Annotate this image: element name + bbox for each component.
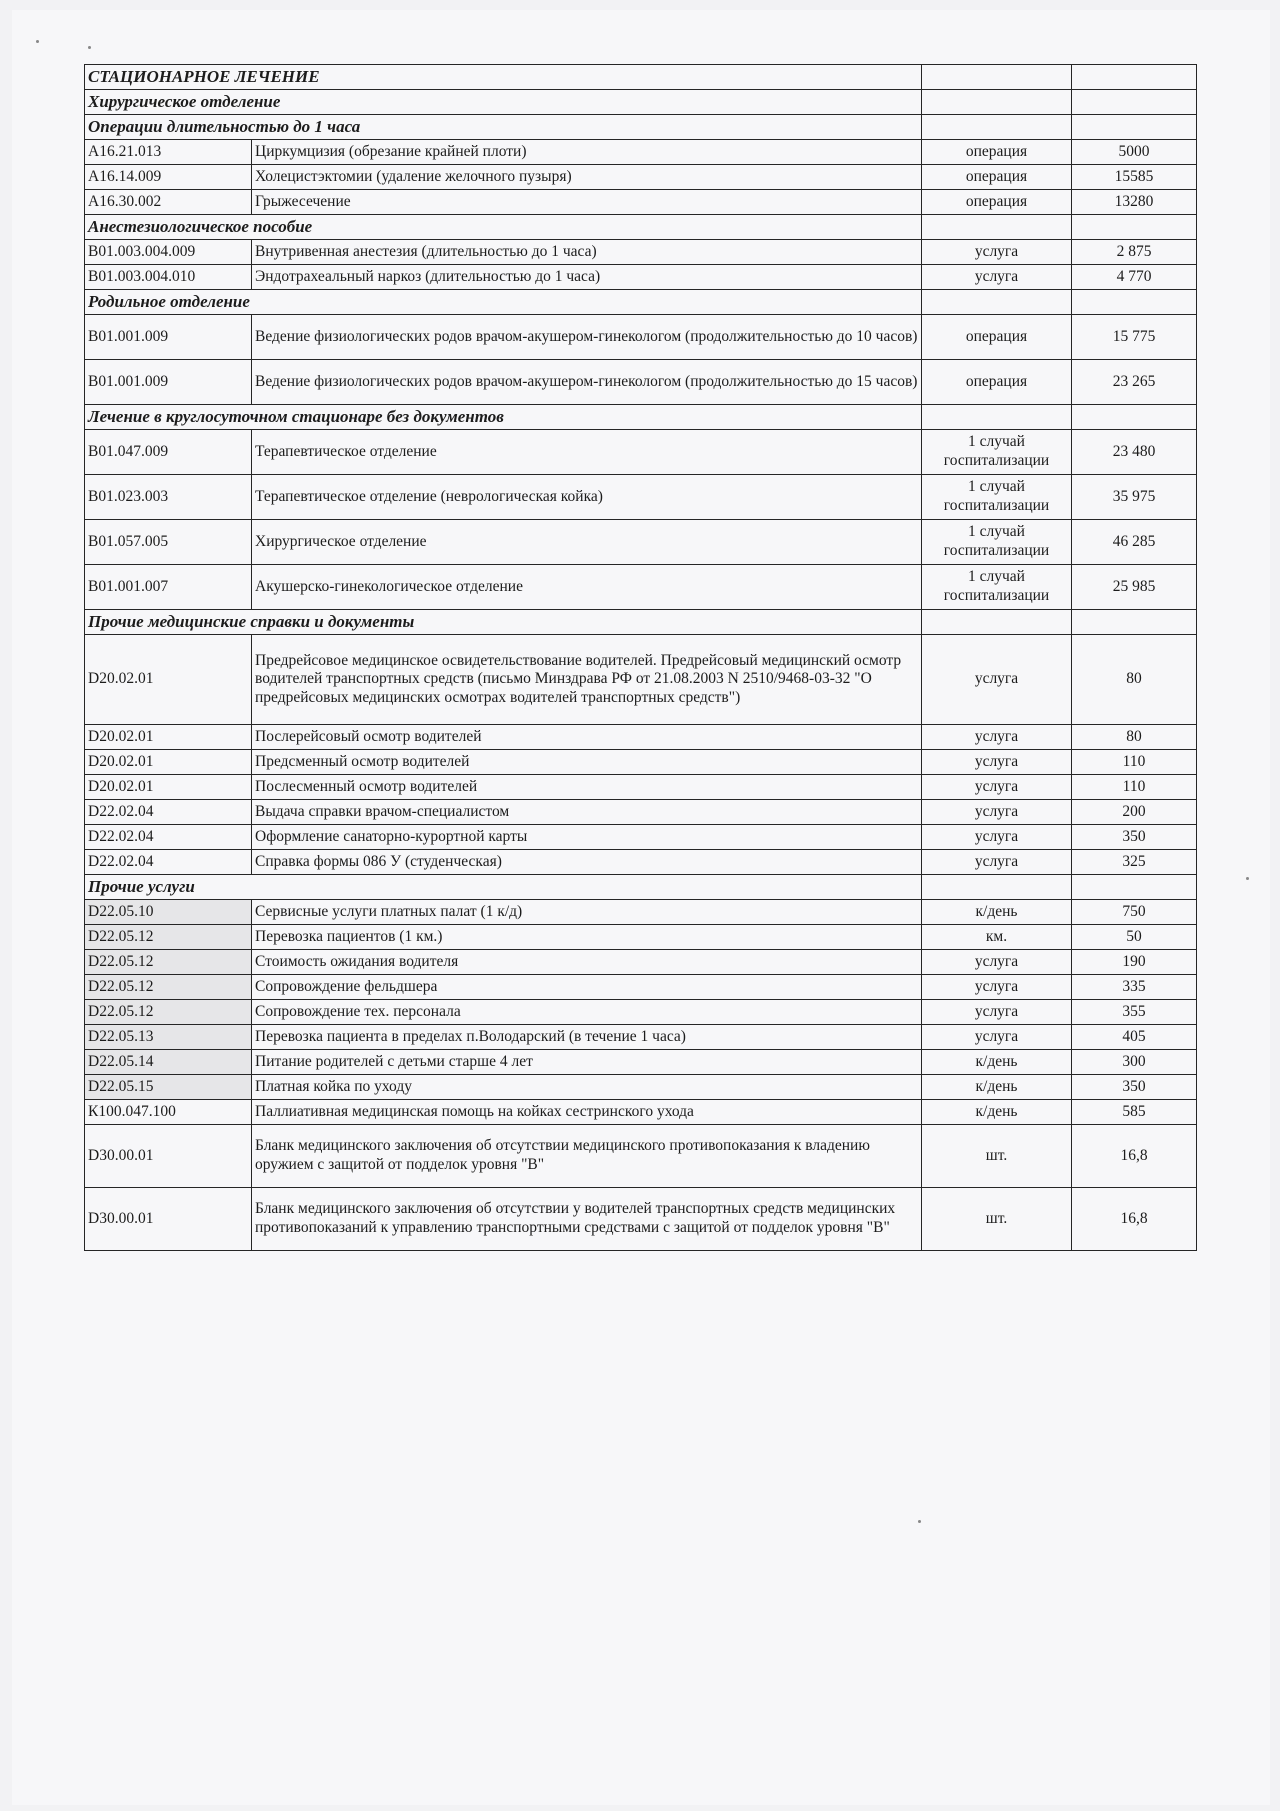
empty-cell [922,215,1072,240]
cell-code: D22.02.04 [85,800,252,825]
cell-unit: км. [922,925,1072,950]
cell-unit: услуга [922,975,1072,1000]
cell-price: 335 [1072,975,1197,1000]
cell-price: 405 [1072,1025,1197,1050]
table-row [85,475,1197,520]
cell-name: Грыжесечение [252,190,922,215]
cell-price: 15 775 [1072,315,1197,360]
cell-code: А16.14.009 [85,165,252,190]
empty-cell [1072,405,1197,430]
table-row [85,825,1197,850]
cell-unit: услуга [922,775,1072,800]
cell-code: D20.02.01 [85,635,252,725]
empty-cell [922,115,1072,140]
cell-unit: услуга [922,725,1072,750]
section-header-row [85,215,1197,240]
table-row [85,925,1197,950]
cell-code: В01.047.009 [85,430,252,475]
section-title: Лечение в круглосуточном стационаре без документов [85,405,922,430]
cell-name: Хирургическое отделение [252,520,922,565]
cell-name: Сервисные услуги платных палат (1 к/д) [252,900,922,925]
cell-name: Послерейсовый осмотр водителей [252,725,922,750]
section-header-row [85,405,1197,430]
cell-unit: услуга [922,1000,1072,1025]
cell-price: 2 875 [1072,240,1197,265]
scan-speck [1246,877,1249,880]
section-title: Прочие услуги [85,875,922,900]
table-row [85,265,1197,290]
table-row [85,430,1197,475]
table-row [85,775,1197,800]
section-title: Прочие медицинские справки и документы [85,610,922,635]
cell-price: 355 [1072,1000,1197,1025]
cell-code: D30.00.01 [85,1188,252,1251]
table-row [85,750,1197,775]
cell-unit: операция [922,190,1072,215]
cell-unit: услуга [922,950,1072,975]
cell-code: В01.003.004.010 [85,265,252,290]
cell-unit: 1 случай госпитализации [922,520,1072,565]
cell-unit: 1 случай госпитализации [922,430,1072,475]
cell-name: Терапевтическое отделение [252,430,922,475]
cell-unit: операция [922,315,1072,360]
table-row [85,950,1197,975]
cell-unit: услуга [922,635,1072,725]
cell-code: D22.05.10 [85,900,252,925]
cell-unit: 1 случай госпитализации [922,475,1072,520]
cell-name: Акушерско-гинекологическое отделение [252,565,922,610]
cell-name: Сопровождение тех. персонала [252,1000,922,1025]
cell-price: 325 [1072,850,1197,875]
section-header-row [85,90,1197,115]
cell-name: Стоимость ожидания водителя [252,950,922,975]
price-table [84,64,1197,1251]
cell-unit: к/день [922,1100,1072,1125]
cell-unit: услуга [922,800,1072,825]
cell-name: Внутривенная анестезия (длительностью до 1 часа) [252,240,922,265]
empty-cell [922,65,1072,90]
cell-price: 80 [1072,725,1197,750]
cell-price: 585 [1072,1100,1197,1125]
price-table-body [85,65,1197,1251]
cell-name: Бланк медицинского заключения об отсутствии медицинского противопоказания к владению оружием с защитой от подделок уровня "В" [252,1125,922,1188]
section-header-row [85,610,1197,635]
cell-unit: услуга [922,240,1072,265]
table-row [85,800,1197,825]
cell-name: Послесменный осмотр водителей [252,775,922,800]
cell-name: Перевозка пациента в пределах п.Володарский (в течение 1 часа) [252,1025,922,1050]
section-title: Операции длительностью до 1 часа [85,115,922,140]
cell-code: D22.05.12 [85,925,252,950]
section-title: Анестезиологическое пособие [85,215,922,240]
cell-name: Перевозка пациентов (1 км.) [252,925,922,950]
table-row [85,140,1197,165]
table-row [85,190,1197,215]
cell-code: D22.02.04 [85,825,252,850]
empty-cell [1072,875,1197,900]
empty-cell [922,875,1072,900]
cell-code: D30.00.01 [85,1125,252,1188]
cell-name: Паллиативная медицинская помощь на койках сестринского ухода [252,1100,922,1125]
cell-price: 16,8 [1072,1188,1197,1251]
cell-code: D22.05.12 [85,950,252,975]
table-row [85,1000,1197,1025]
section-header-row [85,875,1197,900]
cell-price: 16,8 [1072,1125,1197,1188]
section-title: Родильное отделение [85,290,922,315]
cell-name: Платная койка по уходу [252,1075,922,1100]
section-header-row [85,115,1197,140]
section-header-row [85,65,1197,90]
empty-cell [1072,115,1197,140]
cell-name: Сопровождение фельдшера [252,975,922,1000]
cell-code: D22.05.15 [85,1075,252,1100]
cell-price: 110 [1072,750,1197,775]
cell-code: D20.02.01 [85,750,252,775]
cell-name: Эндотрахеальный наркоз (длительностью до 1 часа) [252,265,922,290]
cell-name: Справка формы 086 У (студенческая) [252,850,922,875]
cell-code: D22.02.04 [85,850,252,875]
empty-cell [1072,610,1197,635]
cell-code: В01.001.007 [85,565,252,610]
cell-price: 13280 [1072,190,1197,215]
cell-price: 750 [1072,900,1197,925]
cell-unit: услуга [922,825,1072,850]
cell-unit: к/день [922,1050,1072,1075]
cell-name: Выдача справки врачом-специалистом [252,800,922,825]
table-row [85,1125,1197,1188]
cell-name: Предсменный осмотр водителей [252,750,922,775]
cell-code: D22.05.12 [85,1000,252,1025]
empty-cell [1072,90,1197,115]
empty-cell [922,90,1072,115]
cell-code: В01.003.004.009 [85,240,252,265]
table-row [85,975,1197,1000]
section-title: Хирургическое отделение [85,90,922,115]
cell-unit: к/день [922,900,1072,925]
cell-unit: к/день [922,1075,1072,1100]
cell-code: А16.21.013 [85,140,252,165]
cell-code: В01.023.003 [85,475,252,520]
cell-code: В01.001.009 [85,360,252,405]
empty-cell [922,405,1072,430]
cell-name: Циркумцизия (обрезание крайней плоти) [252,140,922,165]
table-row [85,1075,1197,1100]
cell-price: 110 [1072,775,1197,800]
cell-price: 5000 [1072,140,1197,165]
empty-cell [922,610,1072,635]
empty-cell [922,290,1072,315]
cell-name: Холецистэктомии (удаление желочного пузыря) [252,165,922,190]
cell-unit: операция [922,360,1072,405]
cell-price: 46 285 [1072,520,1197,565]
table-row [85,725,1197,750]
cell-price: 50 [1072,925,1197,950]
table-row [85,850,1197,875]
table-row [85,240,1197,265]
section-header-row [85,290,1197,315]
cell-unit: операция [922,165,1072,190]
table-row [85,1188,1197,1251]
cell-code: К100.047.100 [85,1100,252,1125]
scan-speck [88,46,91,49]
cell-price: 15585 [1072,165,1197,190]
cell-unit: 1 случай госпитализации [922,565,1072,610]
scan-speck [918,1520,921,1523]
cell-price: 300 [1072,1050,1197,1075]
table-row [85,1100,1197,1125]
table-row [85,315,1197,360]
cell-code: D22.05.12 [85,975,252,1000]
table-row [85,900,1197,925]
cell-name: Ведение физиологических родов врачом-акушером-гинекологом (продолжительностью до 15 часов) [252,360,922,405]
table-row [85,1025,1197,1050]
cell-code: А16.30.002 [85,190,252,215]
cell-unit: услуга [922,265,1072,290]
table-row [85,520,1197,565]
cell-price: 35 975 [1072,475,1197,520]
empty-cell [1072,215,1197,240]
cell-name: Оформление санаторно-курортной карты [252,825,922,850]
cell-unit: услуга [922,1025,1072,1050]
empty-cell [1072,290,1197,315]
scan-speck [36,40,39,43]
cell-price: 80 [1072,635,1197,725]
table-row [85,1050,1197,1075]
cell-code: В01.057.005 [85,520,252,565]
cell-code: D20.02.01 [85,725,252,750]
cell-code: D22.05.14 [85,1050,252,1075]
cell-unit: шт. [922,1125,1072,1188]
cell-unit: шт. [922,1188,1072,1251]
cell-price: 350 [1072,825,1197,850]
cell-name: Бланк медицинского заключения об отсутствии у водителей транспортных средств медицинских противопоказаний к управлению транспортными средствами с защитой от подделок уровня "В" [252,1188,922,1251]
cell-price: 23 480 [1072,430,1197,475]
table-row [85,165,1197,190]
cell-unit: услуга [922,850,1072,875]
cell-code: D22.05.13 [85,1025,252,1050]
cell-unit: услуга [922,750,1072,775]
cell-price: 25 985 [1072,565,1197,610]
cell-price: 200 [1072,800,1197,825]
cell-name: Предрейсовое медицинское освидетельствование водителей. Предрейсовый медицинский осмотр водителей транспортных средств (письмо Минздрава РФ от 21.08.2003 N 2510/9468-03-32 "О предрейсовых медицинских осмотрах водителей транспортных средств") [252,635,922,725]
cell-price: 23 265 [1072,360,1197,405]
table-row [85,635,1197,725]
table-row [85,565,1197,610]
cell-unit: операция [922,140,1072,165]
table-row [85,360,1197,405]
cell-price: 350 [1072,1075,1197,1100]
section-title: СТАЦИОНАРНОЕ ЛЕЧЕНИЕ [85,65,922,90]
cell-code: D20.02.01 [85,775,252,800]
cell-name: Ведение физиологических родов врачом-акушером-гинекологом (продолжительностью до 10 часов) [252,315,922,360]
cell-price: 190 [1072,950,1197,975]
empty-cell [1072,65,1197,90]
cell-price: 4 770 [1072,265,1197,290]
cell-name: Терапевтическое отделение (неврологическая койка) [252,475,922,520]
cell-name: Питание родителей с детьми старше 4 лет [252,1050,922,1075]
cell-code: В01.001.009 [85,315,252,360]
